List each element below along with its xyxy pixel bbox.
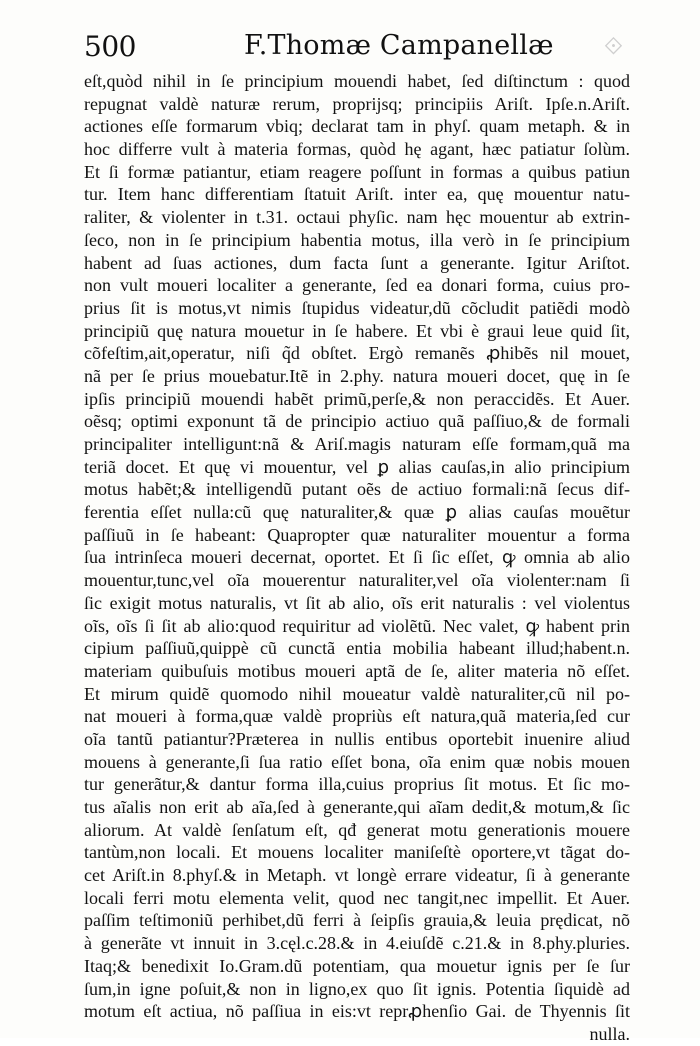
text-line: teriã docet. Et quę vi mouentur, vel ꝑ alias cauſas,in alio principium [84, 456, 630, 477]
text-line: oĩs, oĩs ſi ſit ab alio:quod requiritur ad violẽtũ. Nec valet, ꝙ habent prin [84, 615, 630, 636]
text-line: ſum,in igne poſuit,& non in ligno,ex quo ſit ignis. Potentia ſiquidè ad [84, 978, 630, 999]
text-line: non vult moueri localiter a generante, ſed ea donari forma, cuius pro- [84, 275, 630, 296]
text-line: ſic exigit motus naturalis, vt ſit ab alio, oĩs erit naturalis : vel violentus [84, 592, 630, 613]
text-line: tur. Item hanc differentiam ſtatuit Ariſt. inter ea, quę mouentur natu- [84, 184, 630, 205]
text-line: ſeco, non in ſe principium habentia motus, illa verò in ſe principium [84, 229, 630, 250]
text-line: à generãte vt innuit in 3.cęl.c.28.& in 4.eiuſdẽ c.21.& in 8.phy.pluries. [84, 933, 630, 954]
text-line: oĩa tantũ patiantur?Præterea in nullis entibus oportebit inuenire aliud [84, 728, 630, 749]
text-line: locali ferri motu elementa velit, quod nec tangit,nec impellit. Et Auer. [84, 887, 630, 908]
text-line: mouentur,tunc,vel oĩa mouerentur naturaliter,vel oĩa violenter:nam ſi [84, 570, 630, 591]
text-line: paſſiuũ in ſe habeant: Quapropter quæ naturaliter mouentur a forma [84, 524, 630, 545]
text-line: prius ſit is motus,vt nimis ſtupidus videatur,dũ cõcludit patiẽdi modò [84, 297, 630, 318]
text-line: motus habẽt;& intelligendũ putant oẽs de actiuo formali:nã ſecus dif- [84, 479, 630, 500]
text-line: eſt,quòd nihil in ſe principium mouendi habet, ſed diſtinctum : quod [84, 71, 630, 91]
text-line: nat moueri à forma,quæ valdè propriùs eſt natura,quã materia,ſed cur [84, 706, 630, 727]
text-line: actiones eſſe formarum vbiq; declarat tam in phyſ. quam metaph. & in [84, 116, 630, 137]
text-line: repugnat valdè naturæ rerum, proprijsq; principiis Ariſt. Ipſe.n.Ariſt. [84, 93, 630, 114]
text-line: principiũ quę natura mouetur in ſe habere. Et vbi è graui leue quid ſit, [84, 320, 630, 341]
page-header [84, 30, 644, 66]
text-line: principaliter intelligunt:nã & Ariſ.magis naturam eſſe formam,quã ma [84, 434, 630, 454]
text-line: tantùm,non locali. Et mouens localiter maniſeſtè oportere,vt tãgat do- [84, 842, 630, 863]
text-line: Et mirum quidẽ quomodo nihil moueatur valdè naturaliter,cũ nil po- [84, 683, 630, 704]
text-line: Et ſi formæ patiantur, etiam reagere poſſunt in formas a quibus patiun [84, 161, 630, 182]
text-line: tur generãtur,& dantur forma illa,cuius proprius ſit motus. Et ſic mo- [84, 774, 630, 795]
text-line: habent ad ſuas actiones, dum facta ſunt a generante. Igitur Ariſtot. [84, 252, 630, 273]
text-line: nulla. [589, 1023, 630, 1044]
text-line: cipium paſſiuũ,quippè cũ cunctã entia mobilia habeant illud;habent.n. [84, 638, 630, 659]
text-line: ipſis principiũ mouendi habẽt primũ,perſe,& non peraccidẽs. Et Auer. [84, 388, 630, 409]
text-line: nã per ſe prius mouebatur.Itẽ in 2.phy. natura moueri docet, quę in ſe [84, 365, 630, 386]
text-line: ferentia eſſet nulla:cũ quę naturaliter,& quæ ꝑ alias cauſas mouẽtur [84, 502, 630, 523]
text-line: cõfeſtim,ait,operatur, niſi q̃d obſtet. Ergò remanẽs ꝓhibẽs nil mouet, [84, 343, 630, 364]
text-line: ſua intrinſeca moueri decernat, oportet. Et ſi ſic eſſet, ꝙ omnia ab alio [84, 547, 630, 568]
text-line: mouens à generante,ſi ſua ratio eſſet bona, oĩa enim quæ nobis mouen [84, 751, 630, 772]
running-title: F.Thomæ Campanellæ [244, 30, 554, 61]
text-line: paſſim teſtimoniũ perhibet,dũ ferri à ſeipſis grauia,& leuia prędicat, nõ [84, 910, 630, 931]
text-line: cet Ariſt.in 8.phyſ.& in Metaph. vt longè errare videatur, ſi à generante [84, 865, 630, 886]
text-line: aliorum. At valdè ſenſatum eſt, qđ generat motu generationis mouere [84, 819, 630, 840]
text-line: materiam quibuſuis motibus moueri aptã de ſe, aliter materia nõ eſſet. [84, 660, 630, 681]
text-line: oẽsq; optimi exponunt tã de principio actiuo quã paſſiuo,& de formali [84, 411, 630, 432]
text-line: hoc differre vult à materia formas, quòd hę agant, hæc patiatur ſolùm. [84, 139, 630, 160]
text-line: raliter, & violenter in t.31. octaui phyſic. nam hęc mouentur ab extrin- [84, 207, 630, 228]
body-text [84, 70, 630, 1046]
text-line: tus aĩalis non erit ab aĩa,ſed à generante,qui aĩam dedit,& motum,& ſic [84, 797, 630, 817]
text-line: Itaq;& benedixit Io.Gram.dũ potentiam, qua mouetur ignis per ſe ſur [84, 955, 630, 976]
page-number: 500 [84, 30, 136, 63]
text-line: motum eſt actiua, nõ paſſiua in eis:vt reprꝓhenſio Gai. de Thyennis ſit [84, 1001, 630, 1022]
bleed-through-mark: ⟐ [604, 32, 623, 60]
